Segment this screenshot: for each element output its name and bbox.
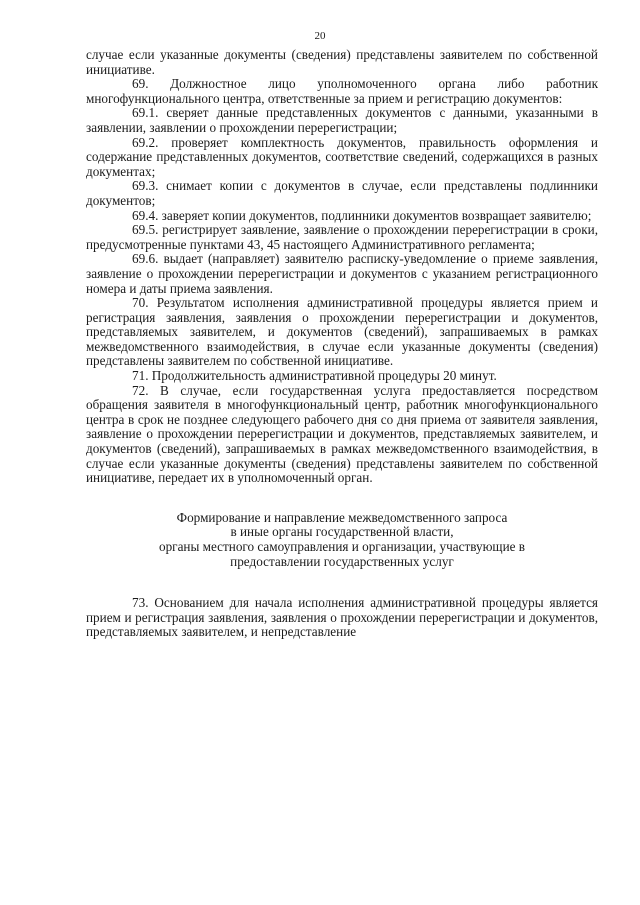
section-heading xyxy=(86,511,598,569)
paragraph-69-2: 69.2. проверяет комплектность документов, правильность оформления и содержание представленных документов, соответствие сведений, содержащихся в разных документах; xyxy=(86,134,598,179)
paragraph-continuation: случае если указанные документы (сведения) представлены заявителем по собственной инициативе. xyxy=(86,47,598,77)
paragraph-69-5: 69.5. регистрирует заявление, заявление о прохождении перерегистрации в сроки, предусмотренные пунктами 43, 45 настоящего Административного регламента; xyxy=(86,222,598,252)
paragraph-69: 69. Должностное лицо уполномоченного органа либо работник многофункционального центра, ответственные за прием и регистрацию документов: xyxy=(86,76,598,106)
heading-line: Формирование и направление межведомственного запроса xyxy=(176,509,508,525)
paragraph-69-4: 69.4. заверяет копии документов, подлинники документов возвращает заявителю; xyxy=(132,207,592,223)
heading-line: органы местного самоуправления и организации, участвующие в xyxy=(158,539,526,554)
paragraph-69-6: 69.6. выдает (направляет) заявителю расписку-уведомление о приеме заявления, заявление о прохождении перерегистрации и документов с указанием регистрационного номера и даты приема заявления. xyxy=(86,251,598,296)
page-number: 20 xyxy=(314,30,326,42)
paragraph-69-3: 69.3. снимает копии с документов в случае, если представлены подлинники документов; xyxy=(86,178,598,208)
paragraph-69-1: 69.1. сверяет данные представленных документов с данными, указанными в заявлении, заявлении о прохождении перерегистрации; xyxy=(86,105,598,135)
paragraph-70: 70. Результатом исполнения административной процедуры является прием и регистрация заявления, заявления о прохождении перерегистрации и документов, представляемых заявителем, и документов (сведений), запрашиваемых в рамках межведомственного взаимодействия, в случае если указанные документы (сведения) представлены заявителем по собственной инициативе. xyxy=(86,295,598,369)
paragraph-72: 72. В случае, если государственная услуга предоставляется посредством обращения заявителя в многофункциональный центр, работник многофункционального центра в срок не позднее следующего рабочего дня со дня приема от заявителя заявления, заявление о прохождении перерегистрации и документов, представляемых заявителем, и документов (сведений), запрашиваемых в рамках межведомственного взаимодействия, в случае если указанные документы (сведения) представлены заявителем по собственной инициативе, передает их в уполномоченный орган. xyxy=(86,382,598,486)
document-body xyxy=(86,48,598,640)
paragraph-73: 73. Основанием для начала исполнения административной процедуры является прием и регистрация заявления, заявления о прохождении перерегистрации и документов, представляемых заявителем, и непредставление xyxy=(86,595,598,640)
heading-line: предоставлении государственных услуг xyxy=(230,553,454,569)
heading-line: в иные органы государственной власти, xyxy=(230,524,454,540)
paragraph-71: 71. Продолжительность административной процедуры 20 минут. xyxy=(132,368,497,384)
